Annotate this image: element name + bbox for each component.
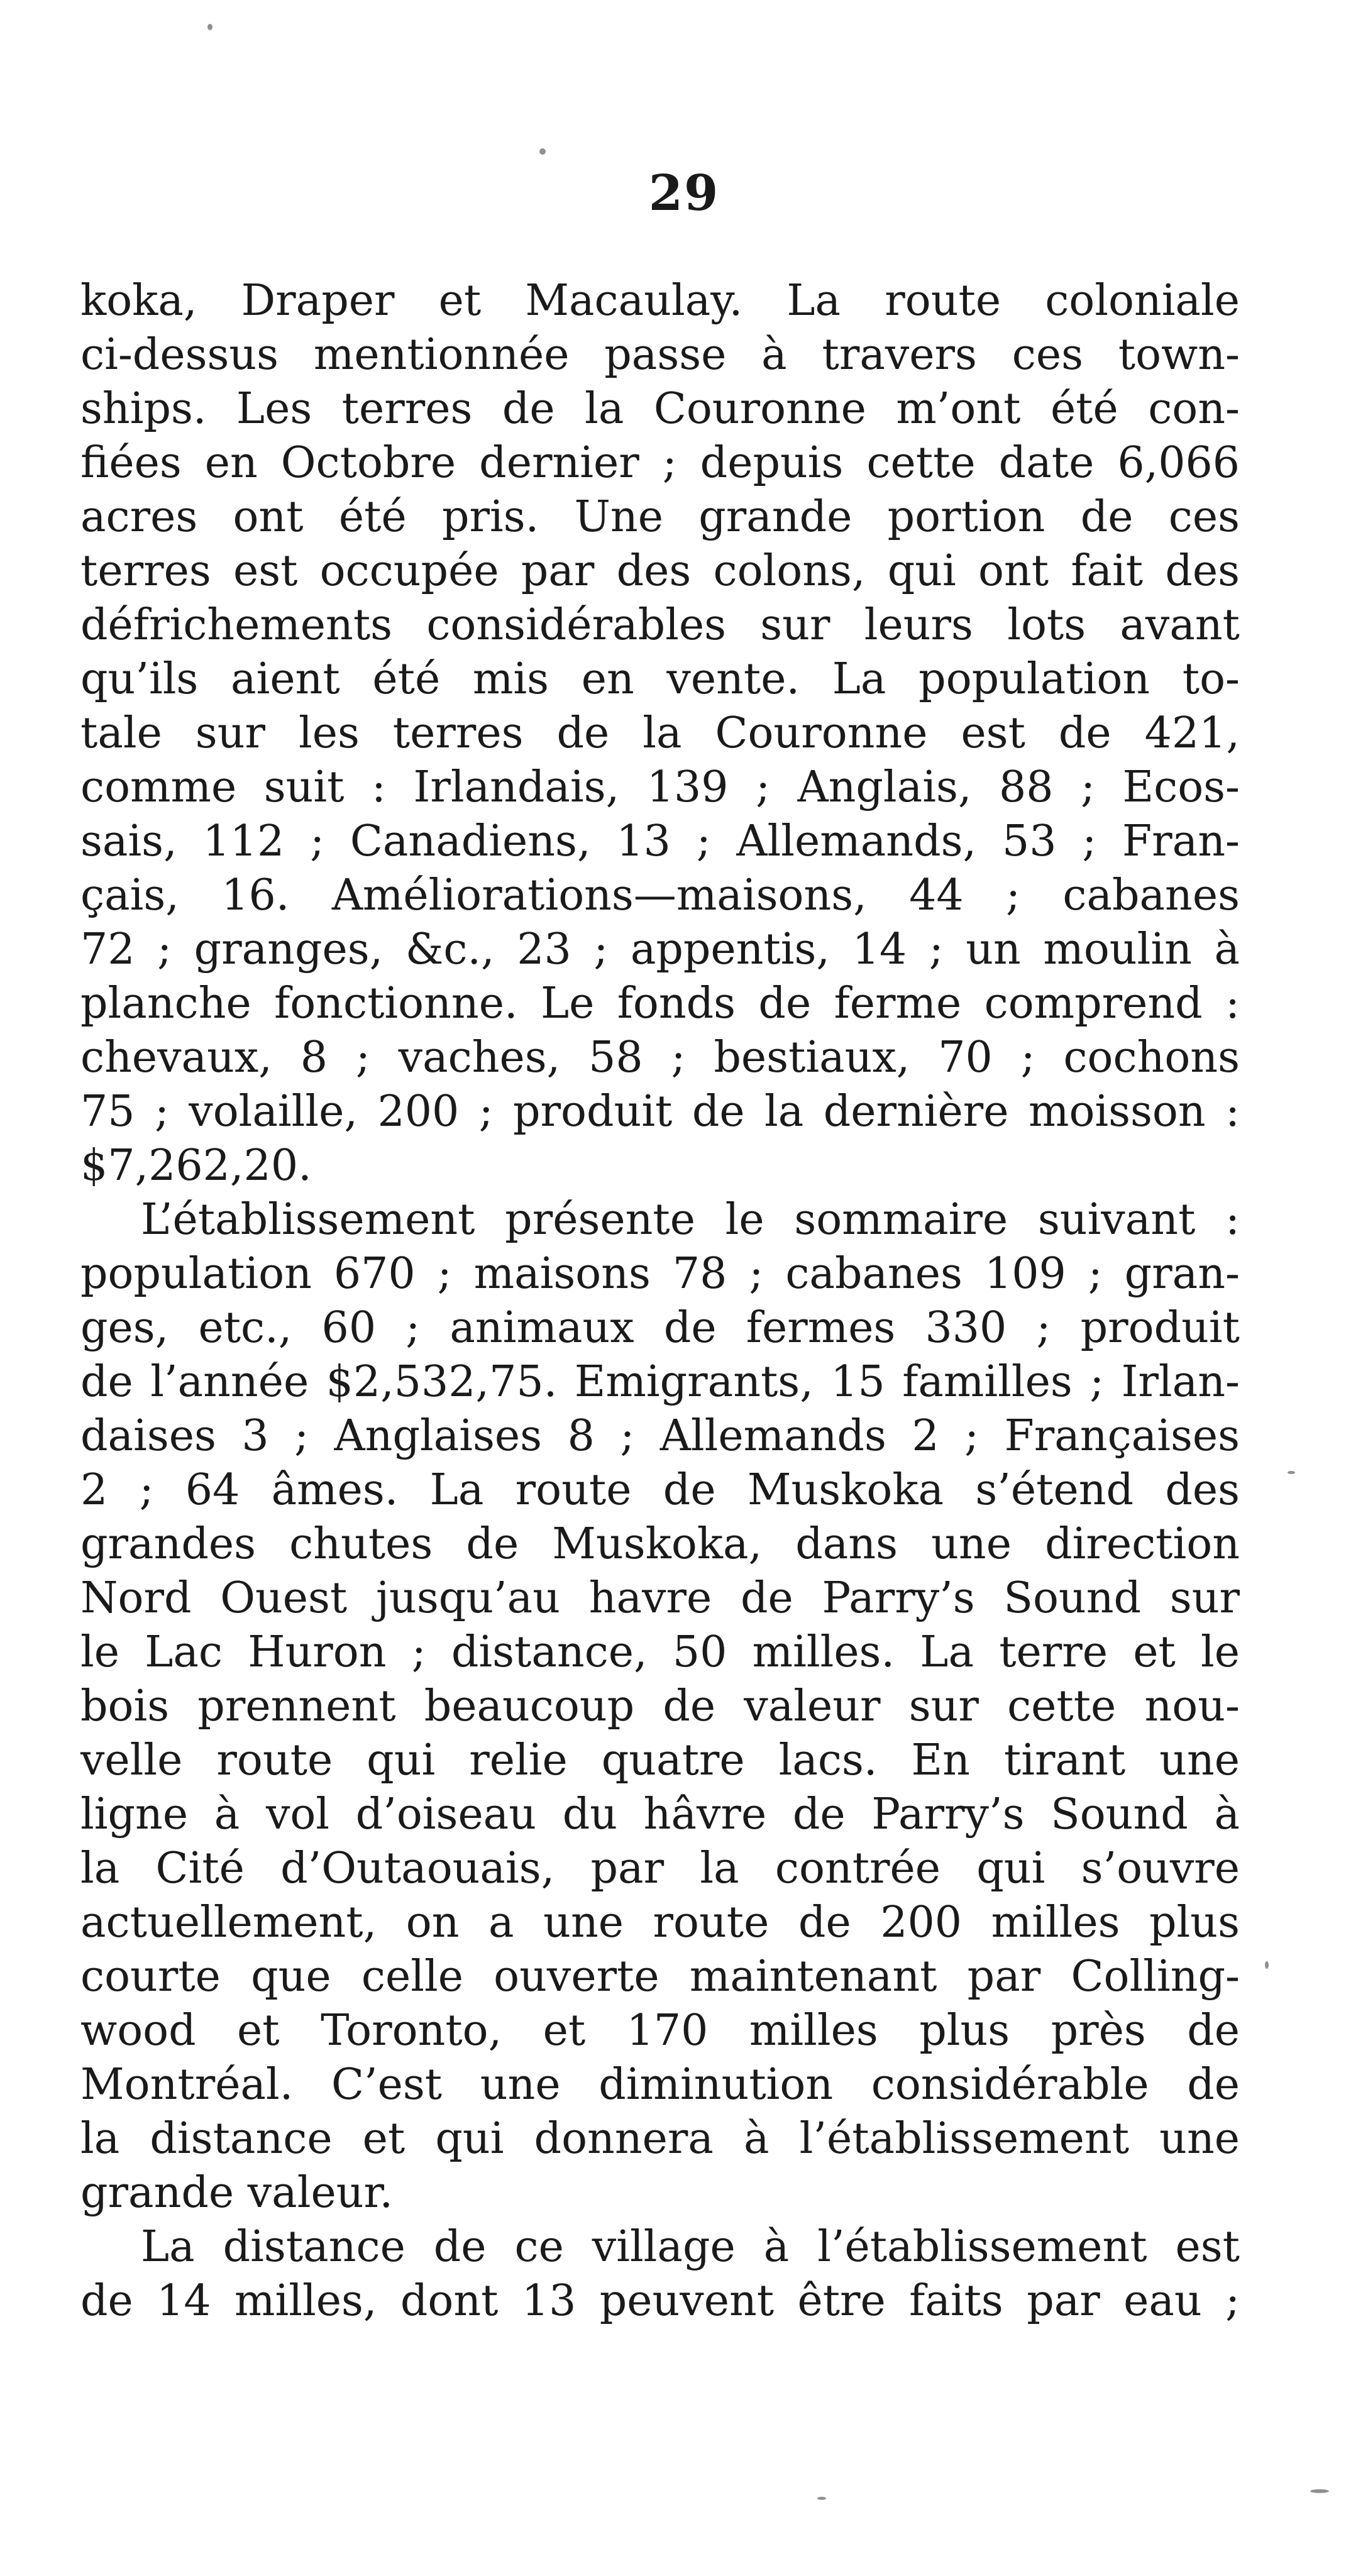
text-line: koka, Draper et Macaulay. La route coloniale — [80, 276, 1240, 326]
text-line: Montréal. C’est une diminution considérable de — [80, 2060, 1240, 2110]
text-line: Nord Ouest jusqu’au havre de Parry’s Sound sur — [80, 1573, 1240, 1623]
text-line: actuellement, on a une route de 200 milles plus — [80, 1898, 1240, 1947]
text-line: ges, etc., 60 ; animaux de fermes 330 ; produit — [80, 1303, 1240, 1353]
text-line: daises 3 ; Anglaises 8 ; Allemands 2 ; Françaises — [80, 1411, 1240, 1461]
text-line: de l’année $2,532,75. Emigrants, 15 familles ; Irlan- — [80, 1357, 1240, 1407]
text-line: fiées en Octobre dernier ; depuis cette date 6,066 — [80, 438, 1240, 488]
text-line: tale sur les terres de la Couronne est de 421, — [80, 708, 1240, 758]
text-line: 72 ; granges, &c., 23 ; appentis, 14 ; un moulin à — [80, 925, 1240, 974]
text-line: le Lac Huron ; distance, 50 milles. La terre et le — [80, 1627, 1240, 1677]
text-line: chevaux, 8 ; vaches, 58 ; bestiaux, 70 ; cochons — [80, 1033, 1240, 1082]
page-number: 29 — [648, 165, 720, 222]
text-line: 2 ; 64 âmes. La route de Muskoka s’étend des — [80, 1465, 1240, 1515]
scan-speck — [1310, 2489, 1329, 2493]
paragraph-first-line: La distance de ce village à l’établissement est — [141, 2222, 1240, 2272]
text-line: population 670 ; maisons 78 ; cabanes 109 ; gran- — [80, 1249, 1240, 1299]
text-line: çais, 16. Améliorations—maisons, 44 ; cabanes — [80, 871, 1240, 920]
text-line: grandes chutes de Muskoka, dans une direction — [80, 1519, 1240, 1569]
text-line: comme suit : Irlandais, 139 ; Anglais, 88 ; Ecos- — [80, 762, 1240, 812]
text-line: ligne à vol d’oiseau du hâvre de Parry’s Sound à — [80, 1790, 1240, 1839]
text-line: de 14 milles, dont 13 peuvent être faits par eau ; — [80, 2276, 1240, 2326]
text-line: grande valeur. — [80, 2168, 394, 2218]
scan-speck — [539, 148, 546, 155]
paragraph-first-line: L’établissement présente le sommaire suivant : — [141, 1195, 1240, 1245]
text-line: $7,262,20. — [80, 1141, 312, 1191]
text-line: la Cité d’Outaouais, par la contrée qui s’ouvre — [80, 1844, 1240, 1893]
text-line: 75 ; volaille, 200 ; produit de la dernière moisson : — [80, 1087, 1240, 1137]
scan-speck — [207, 24, 212, 30]
text-line: ci-dessus mentionnée passe à travers ces town- — [80, 330, 1240, 380]
text-line: défrichements considérables sur leurs lots avant — [80, 600, 1240, 650]
text-line: courte que celle ouverte maintenant par Colling- — [80, 1952, 1240, 2001]
text-line: ships. Les terres de la Couronne m’ont été con- — [80, 384, 1240, 434]
text-line: acres ont été pris. Une grande portion de ces — [80, 492, 1240, 542]
text-line: velle route qui relie quatre lacs. En tirant une — [80, 1736, 1240, 1785]
text-line: sais, 112 ; Canadiens, 13 ; Allemands, 53 ; Fran- — [80, 817, 1240, 866]
scan-speck — [1288, 1471, 1295, 1474]
scan-speck — [1265, 1961, 1269, 1969]
text-line: wood et Toronto, et 170 milles plus près de — [80, 2006, 1240, 2056]
text-line: planche fonctionne. Le fonds de ferme comprend : — [80, 979, 1240, 1028]
text-line: qu’ils aient été mis en vente. La population to- — [80, 654, 1240, 704]
text-line: bois prennent beaucoup de valeur sur cette nou- — [80, 1682, 1240, 1731]
scan-speck — [817, 2497, 826, 2500]
text-line: terres est occupée par des colons, qui ont fait des — [80, 546, 1240, 596]
text-line: la distance et qui donnera à l’établissement une — [80, 2114, 1240, 2164]
